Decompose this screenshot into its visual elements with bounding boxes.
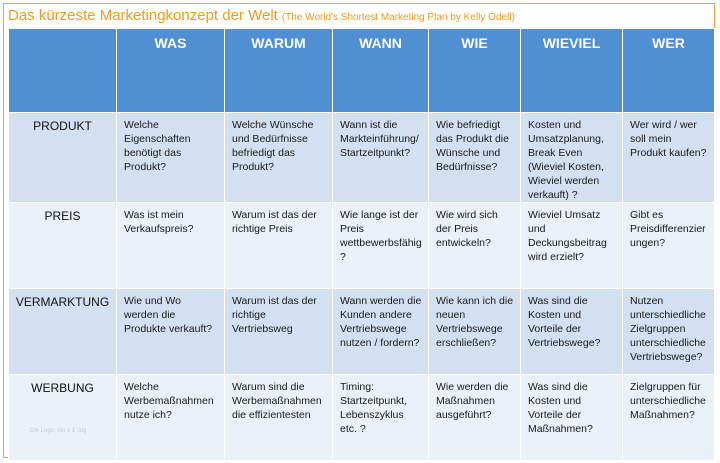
watermark-text: Die Logo: bio x 1 .log xyxy=(30,428,87,434)
cell-vermarktung-was: Wie und Wo werden die Produkte verkauft? xyxy=(117,289,225,375)
cell-produkt-was: Welche Eigenschaften benötigt das Produkt? xyxy=(117,113,225,203)
row-vermarktung xyxy=(9,289,715,375)
row-preis xyxy=(9,203,715,289)
cell-vermarktung-wieviel: Was sind die Kosten und Vorteile der Vertriebswege? xyxy=(521,289,623,375)
cell-werbung-warum: Warum sind die Werbemaßnahmen die effizientesten xyxy=(225,375,333,461)
cell-produkt-wer: Wer wird / wer soll mein Produkt kaufen? xyxy=(623,113,715,203)
title-subtitle: (The World's Shortest Marketing Plan by Kelly Odell) xyxy=(281,12,515,23)
cell-werbung-wann: Timing: Startzeitpunkt, Lebenszyklus etc. ? xyxy=(333,375,429,461)
cell-produkt-warum: Welche Wünsche und Bedürfnisse befriedigt das Produkt? xyxy=(225,113,333,203)
cell-produkt-wie: Wie befriedigt das Produkt die Wünsche und Bedürfnisse? xyxy=(429,113,521,203)
cell-vermarktung-warum: Warum ist das der richtige Vertriebsweg xyxy=(225,289,333,375)
row-produkt xyxy=(9,113,715,203)
cell-werbung-wer: Zielgruppen für unterschiedliche Maßnahmen? xyxy=(623,375,715,461)
header-wann: WANN xyxy=(333,29,429,113)
header-corner xyxy=(9,29,117,113)
row-label-preis: PREIS xyxy=(9,203,117,289)
cell-werbung-wieviel: Was sind die Kosten und Vorteile der Maßnahmen? xyxy=(521,375,623,461)
cell-preis-wann: Wie lange ist der Preis wettbewerbsfähig ? xyxy=(333,203,429,289)
row-label-vermarktung: VERMARKTUNG xyxy=(9,289,117,375)
cell-werbung-was: Welche Werbemaßnahmen nutze ich? xyxy=(117,375,225,461)
title-main: Das kürzeste Marketingkonzept der Welt xyxy=(8,7,278,24)
cell-preis-wieviel: Wieviel Umsatz und Deckungsbeitrag wird erzielt? xyxy=(521,203,623,289)
cell-preis-was: Was ist mein Verkaufspreis? xyxy=(117,203,225,289)
header-wieviel: WIEVIEL xyxy=(521,29,623,113)
header-wer: WER xyxy=(623,29,715,113)
cell-vermarktung-wer: Nutzen unterschiedliche Zielgruppen unterschiedliche Vertriebswege? xyxy=(623,289,715,375)
cell-preis-wie: Wie wird sich der Preis entwickeln? xyxy=(429,203,521,289)
marketing-plan-table xyxy=(8,28,715,461)
cell-produkt-wann: Wann ist die Markteinführung/ Startzeitpunkt? xyxy=(333,113,429,203)
cell-preis-wer: Gibt es Preisdifferenzier ungen? xyxy=(623,203,715,289)
header-warum: WARUM xyxy=(225,29,333,113)
header-row xyxy=(9,29,715,113)
cell-preis-warum: Warum ist das der richtige Preis xyxy=(225,203,333,289)
cell-vermarktung-wie: Wie kann ich die neuen Vertriebswege erschließen? xyxy=(429,289,521,375)
header-wie: WIE xyxy=(429,29,521,113)
cell-produkt-wieviel: Kosten und Umsatzplanung, Break Even (Wieviel Kosten, Wieviel werden verkauft) ? xyxy=(521,113,623,203)
row-label-werbung: WERBUNG xyxy=(9,375,117,461)
page-title xyxy=(8,7,515,25)
cell-vermarktung-wann: Wann werden die Kunden andere Vertriebswege nutzen / fordern? xyxy=(333,289,429,375)
row-werbung xyxy=(9,375,715,461)
row-label-produkt: PRODUKT xyxy=(9,113,117,203)
cell-werbung-wie: Wie werden die Maßnahmen ausgeführt? xyxy=(429,375,521,461)
header-was: WAS xyxy=(117,29,225,113)
